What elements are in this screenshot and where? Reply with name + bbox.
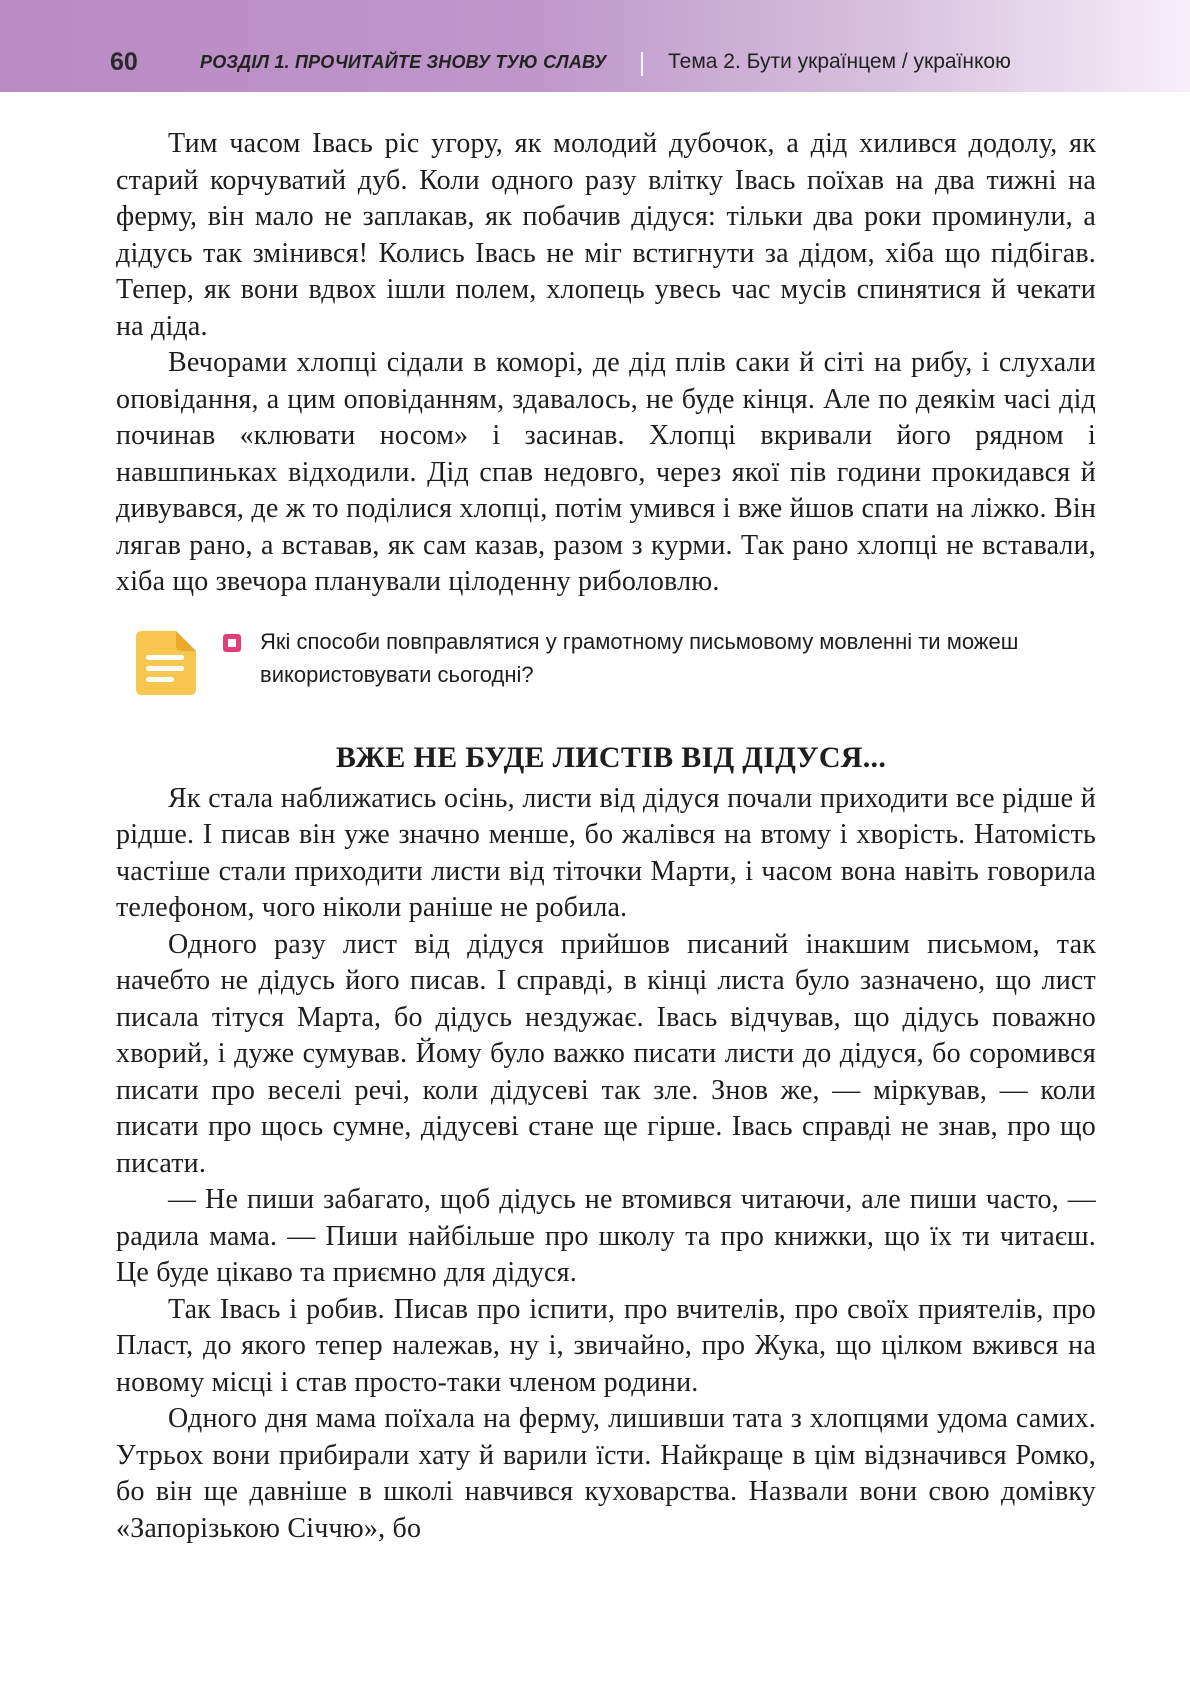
paragraph: Одного разу лист від дідуся прийшов писаний інакшим письмом, так начебто не дідусь його писав. І справді, в кінці листа було зазначено, що лист писала тітуся Марта, бо дідусь нездужає. Івась відчував, що дідусь поважно хворий, і дуже сумував. Йому було важко писати листи до дідуся, бо соромився писати про веселі речі, коли дідусеві так зле. Знов же, — міркував, — коли писати про щось сумне, дідусеві стане ще гірше. Івась справді не знав, про що писати. [116,928,1096,1179]
task-question: Які способи повправлятися у грамотному письмовому мовленні ти можеш використовувати сьогодні? [260,628,1019,687]
paragraph: — Не пиши забагато, щоб дідусь не втомився читаючи, але пиши часто, — радила мама. — Пиши найбільше про школу та про книжки, що їх ти читаєш. Це буде цікаво та приємно для дідуся. [116,1184,1096,1288]
paragraph: Як стала наближатись осінь, листи від дідуся почали приходити все рідше й рідше. І писав він уже значно менше, бо жалівся на втому і хворість. Натомість частіше стали приходити листи від тіточки Марти, і часом вона навіть говорила телефоном, чого ніколи раніше не робила. [116,782,1096,923]
page-number: 60 [110,48,138,76]
chapter-heading: ВЖЕ НЕ БУДЕ ЛИСТІВ ВІД ДІДУСЯ... [335,740,887,774]
paragraph: Одного дня мама поїхала на ферму, лишивши тата з хлопцями удома самих. Утрьох вони прибирали хату й варили їсти. Найкраще в цім відзначився Ромко, бо він ще давніше в школі навчився куховарства. Назвали вони свою домівку «Запорізькою Січчю», бо [116,1403,1096,1544]
paragraph: Так Івась і робив. Писав про іспити, про вчителів, про своїх приятелів, про Пласт, до якого тепер належав, ну і, звичайно, про Жука, що цілком вжився на новому місці і став просто-таки членом родини. [116,1293,1096,1398]
task-block [116,623,1096,737]
paragraph: Тим часом Івась ріс угору, як молодий дубочок, а дід хилився додолу, як старий корчуватий дуб. Коли одного разу влітку Івась поїхав на два тижні на ферму, він мало не заплакав, як побачив дідуся: тільки два роки проминули, а дідусь так змінився! Колись Івась не міг встигнути за дідом, хіба що підбігав. Тепер, як вони вдвох ішли полем, хлопець увесь час мусів спинятися й чекати на діда. [116,128,1096,342]
header-divider [641,52,643,76]
task-bullet-icon [222,633,242,653]
document-note-icon [136,631,196,695]
paragraph: Вечорами хлопці сідали в коморі, де дід плів саки й сіті на рибу, і слухали оповідання, а цим оповіданням, здавалось, не буде кінця. Але по деякім часі дід починав «клювати носом» і засинав. Хлопці вкривали його рядном і навшпиньках відходили. Дід спав недовго, через якої пів години прокидався й дивувався, де ж то поділися хлопці, потім умився і вже йшов спати на ліжко. Він лягав рано, а вставав, як сам казав, разом з курми. Так рано хлопці не вставали, хіба що звечора планували цілоденну риболовлю. [116,347,1096,597]
section-title: РОЗДІЛ 1. ПРОЧИТАЙТЕ ЗНОВУ ТУЮ СЛАВУ [200,52,607,72]
page-body [116,126,1096,1547]
topic-title: Тема 2. Бути українцем / українкою [668,50,1011,73]
page-header [0,0,1190,92]
